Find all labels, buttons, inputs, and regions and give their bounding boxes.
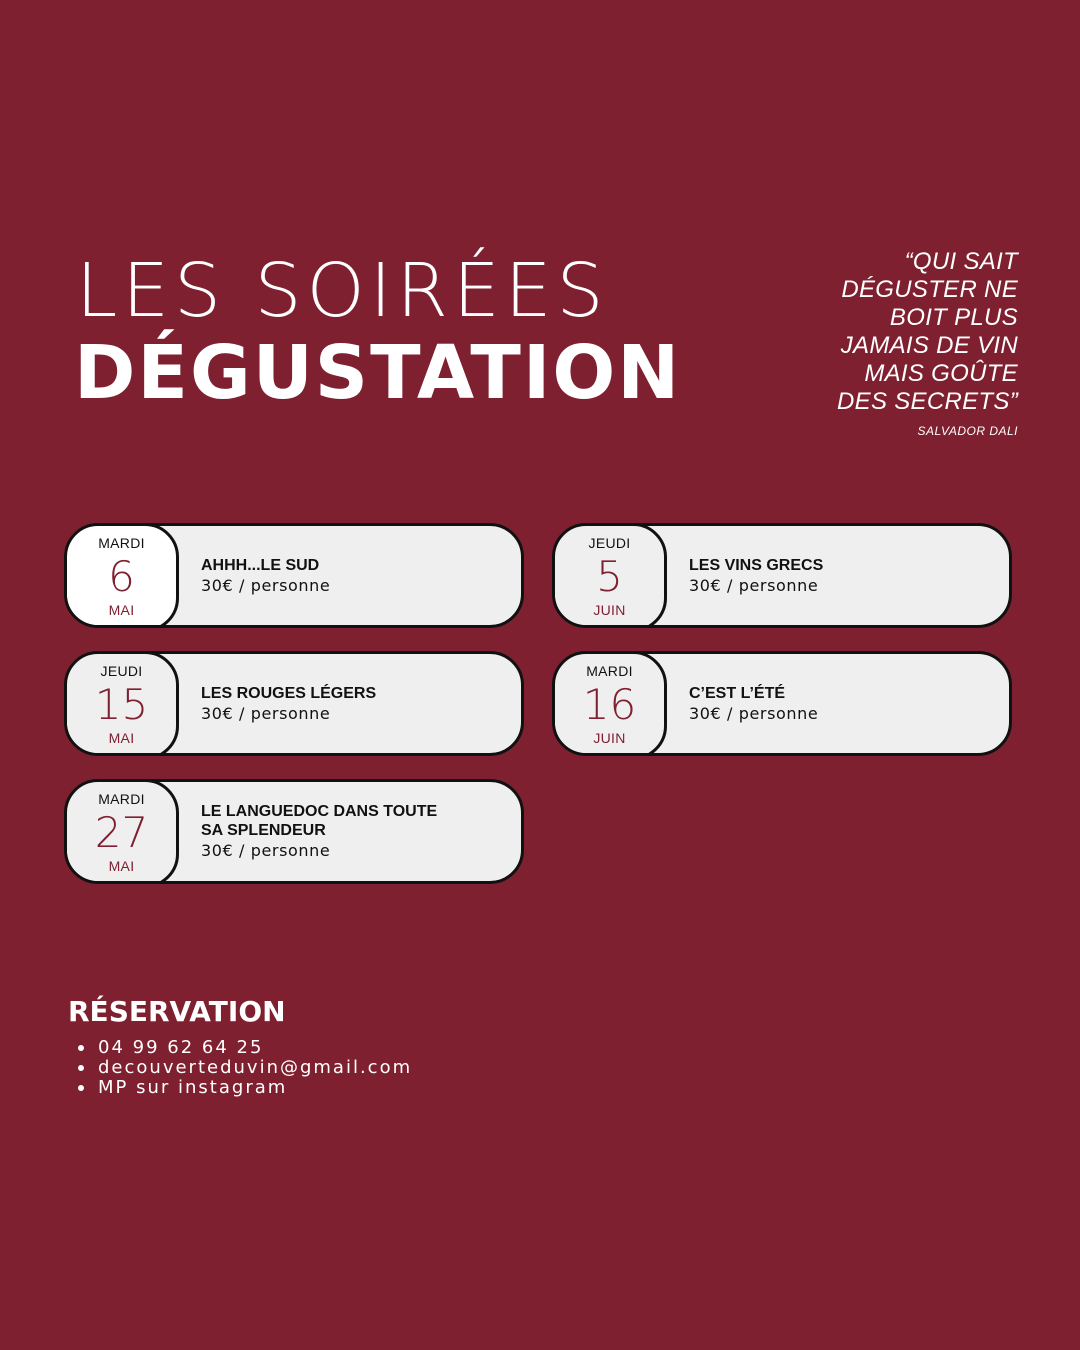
event-price: 30€ / personne <box>689 575 819 595</box>
event-month: JUIN <box>593 730 626 746</box>
event-date <box>552 651 667 756</box>
event-name: AHHH...LE SUD <box>201 556 320 574</box>
event-day: 5 <box>596 552 623 601</box>
event-date <box>64 651 179 756</box>
event-name: LE LANGUEDOC DANS TOUTE SA SPLENDEUR <box>201 803 438 839</box>
event-weekday: JEUDI <box>588 535 631 551</box>
bullet-icon <box>78 1045 84 1051</box>
event-card[interactable] <box>552 523 1012 628</box>
event-info <box>201 526 501 625</box>
page-title-line2: DÉGUSTATION <box>74 330 682 416</box>
event-info <box>201 654 501 753</box>
reservation-list <box>98 1038 412 1098</box>
quote-line: DES SECRETS” <box>837 388 1018 415</box>
quote-line: BOIT PLUS <box>889 304 1018 331</box>
event-weekday: MARDI <box>98 535 145 551</box>
event-info <box>201 782 461 881</box>
event-price: 30€ / personne <box>201 703 331 723</box>
reservation-instagram[interactable] <box>98 1078 412 1098</box>
event-month: MAI <box>108 730 135 746</box>
event-card[interactable] <box>552 651 1012 756</box>
event-weekday: JEUDI <box>100 663 143 679</box>
quote-line: “QUI SAIT <box>904 248 1018 275</box>
event-day: 16 <box>582 680 637 729</box>
event-price: 30€ / personne <box>201 841 331 860</box>
page-title-line1: LES SOIRÉES <box>76 248 609 334</box>
event-card[interactable] <box>64 651 524 756</box>
event-price: 30€ / personne <box>201 575 331 595</box>
reservation-email[interactable] <box>98 1058 412 1078</box>
phone-text: 04 99 62 64 25 <box>98 1037 264 1058</box>
event-day: 6 <box>108 552 135 601</box>
quote-line: MAIS GOÛTE <box>864 360 1018 387</box>
quote-line: JAMAIS DE VIN <box>840 332 1018 359</box>
event-card[interactable] <box>64 523 524 628</box>
reservation-phone[interactable] <box>98 1038 412 1058</box>
event-card[interactable] <box>64 779 524 884</box>
event-month: MAI <box>108 858 135 874</box>
bullet-icon <box>78 1065 84 1071</box>
quote <box>758 248 1018 416</box>
email-text: decouverteduvin@gmail.com <box>98 1057 413 1078</box>
bullet-icon <box>78 1085 84 1091</box>
event-month: JUIN <box>593 602 626 618</box>
reservation-title: RÉSERVATION <box>68 995 286 1028</box>
event-name: LES ROUGES LÉGERS <box>201 684 377 702</box>
instagram-text: MP sur instagram <box>98 1077 288 1098</box>
event-name: C’EST L’ÉTÉ <box>689 684 786 702</box>
quote-author: SALVADOR DALI <box>917 424 1018 438</box>
event-name: LES VINS GRECS <box>689 556 824 574</box>
event-date <box>64 779 179 884</box>
event-info <box>689 526 989 625</box>
event-day: 15 <box>94 680 149 729</box>
event-price: 30€ / personne <box>689 703 819 723</box>
event-date <box>552 523 667 628</box>
event-info <box>689 654 989 753</box>
event-day: 27 <box>94 808 149 857</box>
event-date <box>64 523 179 628</box>
event-month: MAI <box>108 602 135 618</box>
event-weekday: MARDI <box>586 663 633 679</box>
quote-line: DÉGUSTER NE <box>841 276 1018 303</box>
event-weekday: MARDI <box>98 791 145 807</box>
